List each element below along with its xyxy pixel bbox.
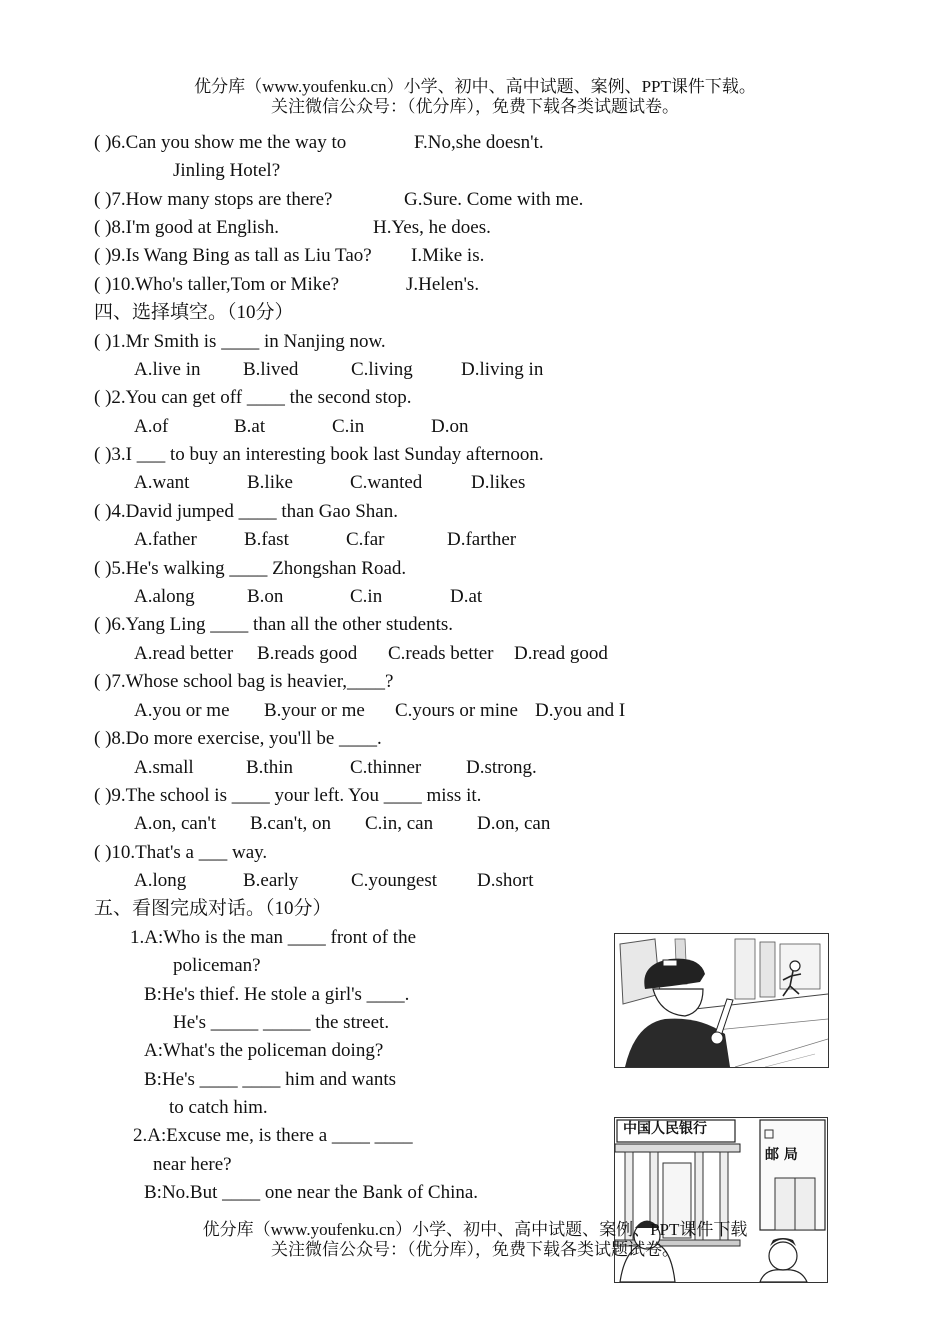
s5-line-3: B:He's thief. He stole a girl's ____. (144, 984, 410, 1005)
s4-q10-opt-d: D.short (477, 870, 534, 891)
footer-line-1: 优分库（www.youfenku.cn）小学、初中、高中试题、案例、PPT课件下载 (202, 1220, 748, 1239)
s4-q3-opt-c: C.wanted (350, 472, 423, 493)
s4-q6-opt-d: D.read good (514, 643, 608, 664)
s4-q8-opt-c: C.thinner (350, 757, 422, 778)
s4-q7-opt-d: D.you and I (535, 700, 626, 721)
s4-q10-opt-c: C.youngest (351, 870, 438, 891)
s4-q6: ( )6.Yang Ling ____ than all the other students. (94, 614, 454, 635)
s4-q9-opt-d: D.on, can (477, 813, 551, 834)
match-q6: ( )6.Can you show me the way to (94, 132, 347, 153)
s4-q1-opt-a: A.live in (134, 359, 201, 380)
s5-line-1: 1.A:Who is the man ____ front of the (130, 927, 417, 948)
s4-q7-opt-c: C.yours or mine (395, 700, 518, 721)
match-a-f: F.No,she doesn't. (414, 132, 544, 153)
s5-line-10: B:No.But ____ one near the Bank of China. (144, 1182, 479, 1203)
s4-q10: ( )10.That's a ___ way. (94, 842, 268, 863)
s4-q6-opt-a: A.read better (134, 643, 234, 664)
s4-q4-opt-c: C.far (346, 529, 385, 550)
s4-q7: ( )7.Whose school bag is heavier,____? (94, 671, 394, 692)
s4-q3-opt-a: A.want (134, 472, 190, 493)
s4-q5: ( )5.He's walking ____ Zhongshan Road. (94, 558, 407, 579)
s4-q7-opt-b: B.your or me (264, 700, 365, 721)
s4-q9-opt-c: C.in, can (365, 813, 434, 834)
s4-q9: ( )9.The school is ____ your left. You ____ miss it. (94, 785, 482, 806)
s4-q10-opt-a: A.long (134, 870, 187, 891)
s4-q5-opt-d: D.at (450, 586, 483, 607)
s4-q4-opt-a: A.father (134, 529, 197, 550)
s4-q2: ( )2.You can get off ____ the second stop. (94, 387, 412, 408)
s4-q10-opt-b: B.early (243, 870, 299, 891)
s4-q2-opt-d: D.on (431, 416, 469, 437)
s4-q8-opt-b: B.thin (246, 757, 293, 778)
s4-q4-opt-b: B.fast (244, 529, 289, 550)
s4-q1: ( )1.Mr Smith is ____ in Nanjing now. (94, 331, 386, 352)
s5-line-2: policeman? (173, 955, 261, 976)
s4-q3-opt-b: B.like (247, 472, 293, 493)
match-q9: ( )9.Is Wang Bing as tall as Liu Tao? (94, 245, 372, 266)
match-q7: ( )7.How many stops are there? (94, 189, 333, 210)
s4-q5-opt-b: B.on (247, 586, 284, 607)
s4-q1-opt-d: D.living in (461, 359, 544, 380)
header-line-2: 关注微信公众号：（优分库），免费下载各类试题试卷。 (271, 97, 679, 116)
match-a-g: G.Sure. Come with me. (404, 189, 584, 210)
footer-line-2: 关注微信公众号：（优分库），免费下载各类试题试卷。 (271, 1240, 679, 1259)
s4-q9-opt-a: A.on, can't (134, 813, 217, 834)
s4-q4-opt-d: D.farther (447, 529, 517, 550)
s4-q8-opt-d: D.strong. (466, 757, 537, 778)
s5-line-8: 2.A:Excuse me, is there a ____ ____ (133, 1125, 413, 1146)
s4-q6-opt-c: C.reads better (388, 643, 494, 664)
section4-title: 四、选择填空。（10分） (94, 302, 294, 323)
s5-line-6: B:He's ____ ____ him and wants (144, 1069, 396, 1090)
s4-q3-opt-d: D.likes (471, 472, 526, 493)
s4-q1-opt-c: C.living (351, 359, 413, 380)
s4-q1-opt-b: B.lived (243, 359, 299, 380)
s4-q5-opt-c: C.in (350, 586, 383, 607)
s5-line-9: near here? (153, 1154, 232, 1175)
s4-q3: ( )3.I ___ to buy an interesting book last Sunday afternoon. (94, 444, 544, 465)
policeman-chase-image (614, 933, 829, 1068)
match-q6-cont: Jinling Hotel? (173, 160, 281, 181)
s4-q8-opt-a: A.small (134, 757, 194, 778)
post-office-sign: 邮 局 (765, 1147, 798, 1163)
s5-line-5: A:What's the policeman doing? (144, 1040, 384, 1061)
section5-title: 五、看图完成对话。（10分） (94, 898, 332, 919)
policeman-chase-illustration (615, 934, 828, 1067)
match-a-j: J.Helen's. (406, 274, 480, 295)
s5-line-7: to catch him. (169, 1097, 268, 1118)
s4-q4: ( )4.David jumped ____ than Gao Shan. (94, 501, 398, 522)
match-q8: ( )8.I'm good at English. (94, 217, 279, 238)
s5-line-4: He's _____ _____ the street. (173, 1012, 390, 1033)
s4-q2-opt-b: B.at (234, 416, 266, 437)
s4-q2-opt-a: A.of (134, 416, 169, 437)
s4-q9-opt-b: B.can't, on (250, 813, 331, 834)
s4-q8: ( )8.Do more exercise, you'll be ____. (94, 728, 382, 749)
match-a-i: I.Mike is. (411, 245, 485, 266)
s4-q7-opt-a: A.you or me (134, 700, 230, 721)
bank-sign: 中国人民银行 (623, 1121, 707, 1137)
header-line-1: 优分库（www.youfenku.cn）小学、初中、高中试题、案例、PPT课件下载。 (194, 77, 756, 96)
match-a-h: H.Yes, he does. (373, 217, 491, 238)
match-q10: ( )10.Who's taller,Tom or Mike? (94, 274, 340, 295)
s4-q2-opt-c: C.in (332, 416, 365, 437)
s4-q5-opt-a: A.along (134, 586, 195, 607)
s4-q6-opt-b: B.reads good (257, 643, 358, 664)
